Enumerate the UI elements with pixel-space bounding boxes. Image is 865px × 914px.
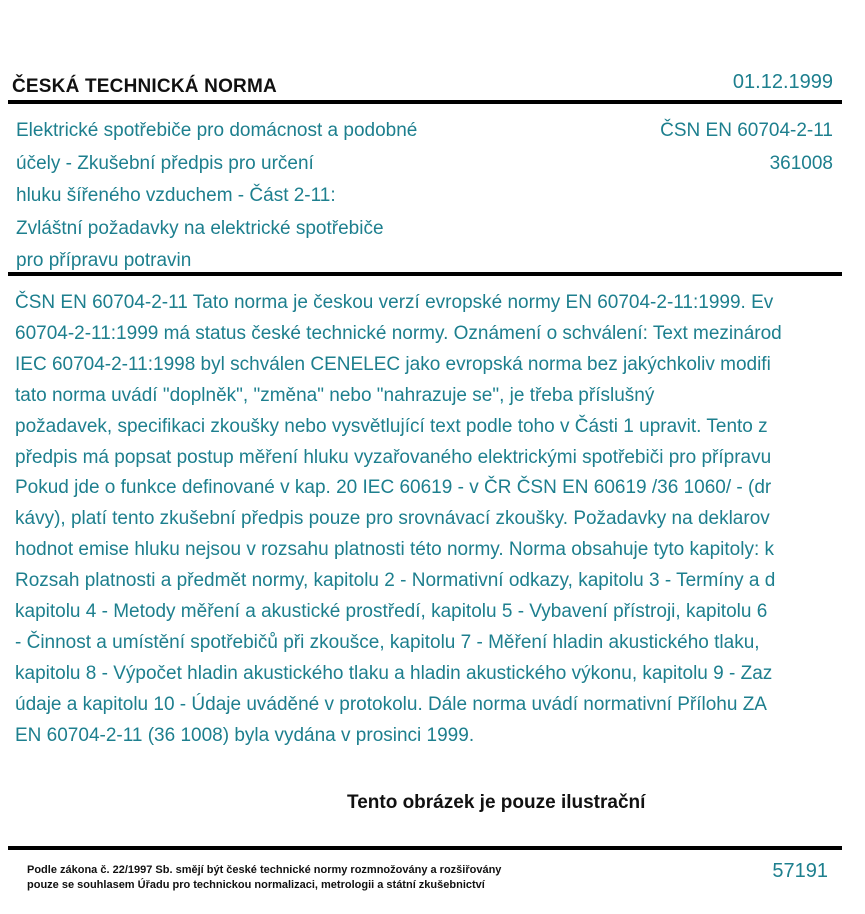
abstract-line: ČSN EN 60704-2-11 Tato norma je českou verzí evropské normy EN 60704-2-11:1999. Ev (15, 292, 774, 313)
document-title-line: Zvláštní požadavky na elektrické spotřebiče (16, 217, 384, 239)
abstract-line: předpis má popsat postup měření hluku vyzařovaného elektrickými spotřebiči pro přípravu (15, 446, 772, 468)
document-title (16, 115, 536, 278)
abstract-line: kapitolu 8 - Výpočet hladin akustického tlaku a hladin akustického výkonu, kapitolu 9 - Zaz (15, 662, 773, 684)
header-title: ČESKÁ TECHNICKÁ NORMA (12, 76, 277, 97)
class-number: 361008 (769, 152, 833, 174)
abstract-line: kapitolu 4 - Metody měření a akustické prostředí, kapitolu 5 - Vybavení přístroji, kapitolu 6 (15, 601, 768, 623)
document-title-line: Elektrické spotřebiče pro domácnost a podobné (16, 120, 418, 141)
abstract-line: kávy), platí tento zkušební předpis pouze pro srovnávací zkoušky. Požadavky na deklarov (15, 508, 770, 530)
document-title-line: hluku šířeného vzduchem - Část 2-11: (16, 185, 336, 206)
abstract-line: Pokud jde o funkce definované v kap. 20 IEC 60619 - v ČR ČSN EN 60619 /36 1060/ - (dr (15, 477, 772, 499)
header-date: 01.12.1999 (732, 71, 833, 93)
abstract-text (15, 288, 865, 752)
illustrative-notice: Tento obrázek je pouze ilustrační (347, 792, 646, 813)
legal-notice-line: pouze se souhlasem Úřadu pro technickou normalizaci, metrologii a státní zkušebnictví (27, 879, 485, 891)
abstract-line: - Činnost a umístění spotřebičů při zkoušce, kapitolu 7 - Měření hladin akustického tlaku, (15, 631, 760, 653)
legal-notice (27, 863, 501, 893)
abstract-line: IEC 60704-2-11:1998 byl schválen CENELEC jako evropská norma bez jakýchkoliv modifi (15, 353, 771, 375)
abstract-line: údaje a kapitolu 10 - Údaje uváděné v protokolu. Dále norma uvádí normativní Přílohu ZA (15, 693, 767, 715)
abstract-line: Rozsah platnosti a předmět normy, kapitolu 2 - Normativní odkazy, kapitolu 3 - Termíny a d (15, 570, 776, 592)
divider (8, 100, 842, 104)
abstract-line: tato norma uvádí "doplněk", "změna" nebo "nahrazuje se", je třeba příslušný (15, 384, 655, 406)
divider (8, 846, 842, 850)
document-title-line: účely - Zkušební předpis pro určení (16, 152, 314, 174)
abstract-line: 60704-2-11:1999 má status české technické normy. Oznámení o schválení: Text mezinárod (15, 322, 782, 344)
abstract-line: EN 60704-2-11 (36 1008) byla vydána v prosinci 1999. (15, 724, 475, 746)
legal-notice-line: Podle zákona č. 22/1997 Sb. smějí být české technické normy rozmnožovány a rozšiřovány (27, 864, 502, 876)
standard-code: ČSN EN 60704-2-11 (660, 120, 833, 141)
document-number: 57191 (772, 860, 828, 882)
abstract-line: hodnot emise hluku nejsou v rozsahu platnosti této normy. Norma obsahuje tyto kapitoly: k (15, 539, 774, 561)
abstract-line: požadavek, specifikaci zkoušky nebo vysvětlující text podle toho v Části 1 upravit. Tento z (15, 415, 768, 437)
divider (8, 272, 842, 276)
document-title-line: pro přípravu potravin (16, 250, 192, 271)
document-identifiers (660, 115, 833, 180)
